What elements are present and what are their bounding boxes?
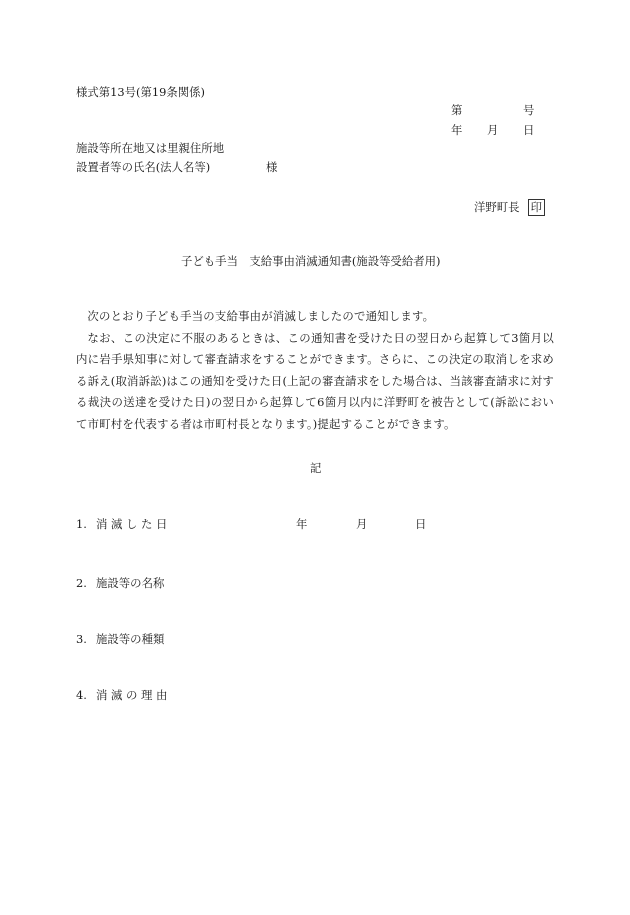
item-label-facility-type: 施設等の種類 [96,632,165,646]
issue-date-year: 年 [451,123,463,137]
item-number: 1. [76,517,87,531]
issuer-block [474,199,545,216]
item-label-extinguished-date: 消 滅 し た 日 [96,517,168,531]
item-number: 3. [76,632,87,646]
item-number: 4. [76,688,87,702]
addressee-address-label: 施設等所在地又は里親住所地 [76,141,225,155]
notice-paragraph-2: なお、この決定に不服のあるときは、この通知書を受けた日の翌日から起算して3箇月以内に岩手県知事に対して審査請求をすることができます。さらに、この決定の取消しを求める訴え(取消訴訟)はこの通知を受けた日(上記の審査請求をした場合は、当該審査請求に対する裁決の送達を受けた日)の翌日から起算して6箇月以内に洋野町を被告として(訴訟において市町村を代表する者は市町村長となります。)提起することができます。 [76,330,554,431]
issuer-title: 洋野町長 [474,200,520,214]
item-label-facility-name: 施設等の名称 [96,576,165,590]
document-title: 子ども手当 支給事由消滅通知書(施設等受給者用) [181,254,441,268]
item-date-year: 年 [296,517,308,531]
document-number-suffix: 号 [523,103,535,117]
ki-heading: 記 [310,461,322,475]
issue-date-month: 月 [487,123,499,137]
item-number: 2. [76,576,87,590]
document-number-prefix: 第 [451,103,463,117]
notice-paragraph-1: 次のとおり子ども手当の支給事由が消滅しましたので通知します。 [87,309,435,323]
seal-stamp-box: 印 [528,199,545,216]
addressee-honorific: 様 [266,160,278,174]
item-date-day: 日 [415,517,427,531]
issue-date-day: 日 [523,123,535,137]
addressee-name-label: 設置者等の氏名(法人名等) [76,160,211,174]
item-label-extinction-reason: 消 滅 の 理 由 [96,688,168,702]
item-date-month: 月 [356,517,368,531]
notice-body [76,306,554,436]
form-number-label: 様式第13号(第19条関係) [76,85,206,99]
